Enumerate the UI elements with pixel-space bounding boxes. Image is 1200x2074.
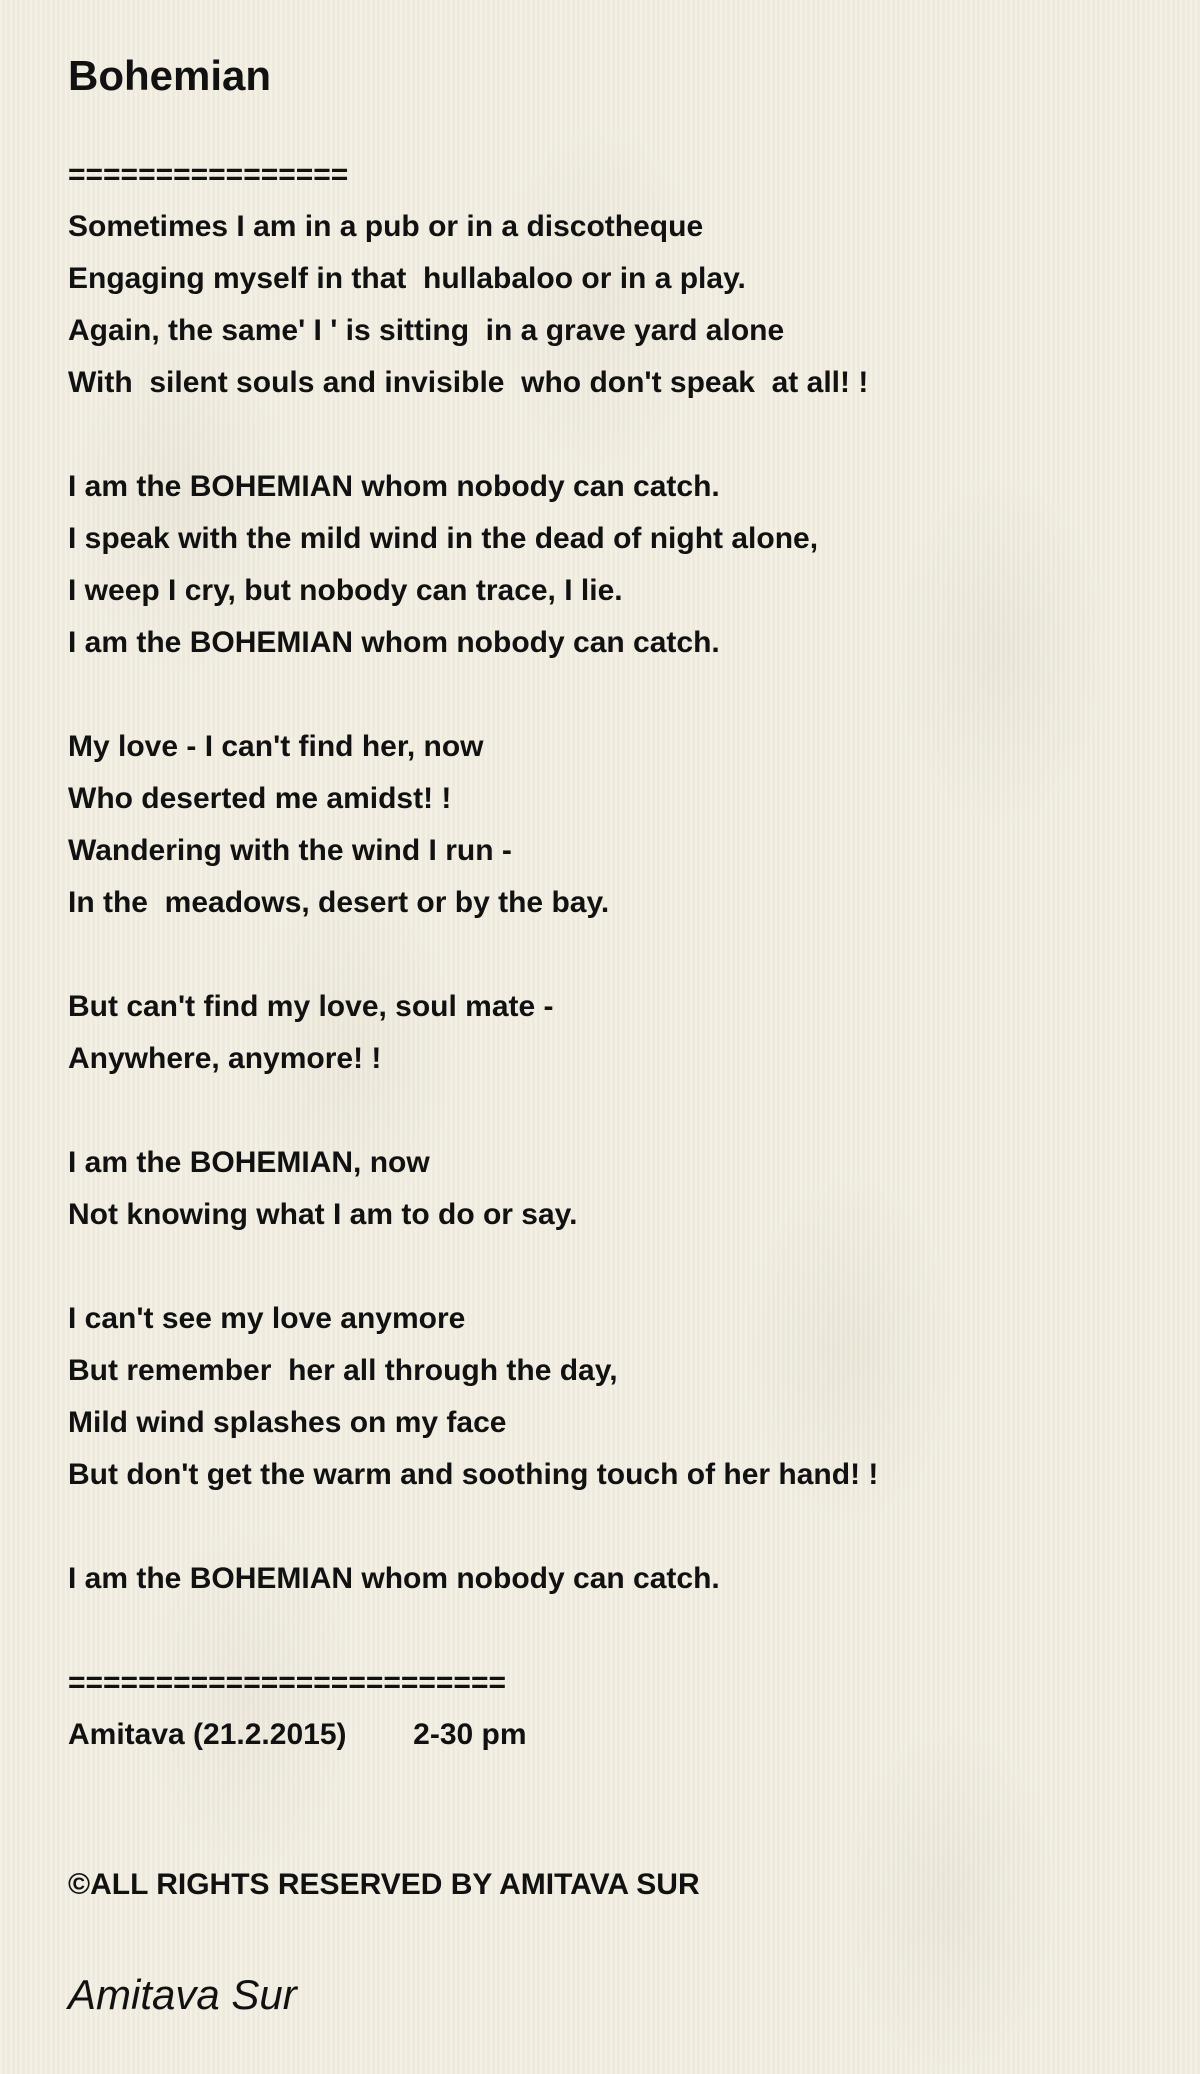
poem-line: Wandering with the wind I run - <box>68 834 512 867</box>
poem-line: Amitava (21.2.2015) 2-30 pm <box>68 1718 527 1751</box>
stanza-break <box>68 669 1148 721</box>
stanza-break <box>68 929 1148 981</box>
poem-line: With silent souls and invisible who don't speak at all! ! <box>68 366 869 399</box>
poem-line: ================ <box>68 158 349 191</box>
poem-line: But don't get the warm and soothing touch of her hand! ! <box>68 1458 879 1491</box>
poem-line: My love - I can't find her, now <box>68 730 484 763</box>
poem-page <box>68 48 1148 2018</box>
poem-line: I can't see my love anymore <box>68 1302 466 1335</box>
poem-line: I am the BOHEMIAN whom nobody can catch. <box>68 1562 720 1595</box>
poem-title: Bohemian <box>68 52 272 99</box>
poem-line: Who deserted me amidst! ! <box>68 782 452 815</box>
poem-line: Mild wind splashes on my face <box>68 1406 507 1439</box>
poem-line: I weep I cry, but nobody can trace, I lie. <box>68 574 623 607</box>
author-name: Amitava Sur <box>68 1971 297 2018</box>
stanza-break <box>68 1501 1148 1553</box>
stanza-break <box>68 1241 1148 1293</box>
poem-line: I am the BOHEMIAN, now <box>68 1146 430 1179</box>
poem-line: Sometimes I am in a pub or in a discotheque <box>68 210 704 243</box>
copyright-notice: ©ALL RIGHTS RESERVED BY AMITAVA SUR <box>68 1868 700 1901</box>
poem-line: In the meadows, desert or by the bay. <box>68 886 610 919</box>
poem-line: I speak with the mild wind in the dead of night alone, <box>68 522 819 555</box>
poem-body <box>68 149 1148 1761</box>
poem-line: But can't find my love, soul mate - <box>68 990 554 1023</box>
poem-line: But remember her all through the day, <box>68 1354 618 1387</box>
poem-line: Again, the same' I ' is sitting in a grave yard alone <box>68 314 785 347</box>
poem-line: I am the BOHEMIAN whom nobody can catch. <box>68 626 720 659</box>
poem-line: Not knowing what I am to do or say. <box>68 1198 578 1231</box>
poem-line: I am the BOHEMIAN whom nobody can catch. <box>68 470 720 503</box>
poem-line: Anywhere, anymore! ! <box>68 1042 382 1075</box>
stanza-break <box>68 409 1148 461</box>
poem-line: ========================= <box>68 1666 506 1699</box>
stanza-break <box>68 1085 1148 1137</box>
stanza-break <box>68 1605 1148 1657</box>
poem-line: Engaging myself in that hullabaloo or in a play. <box>68 262 746 295</box>
